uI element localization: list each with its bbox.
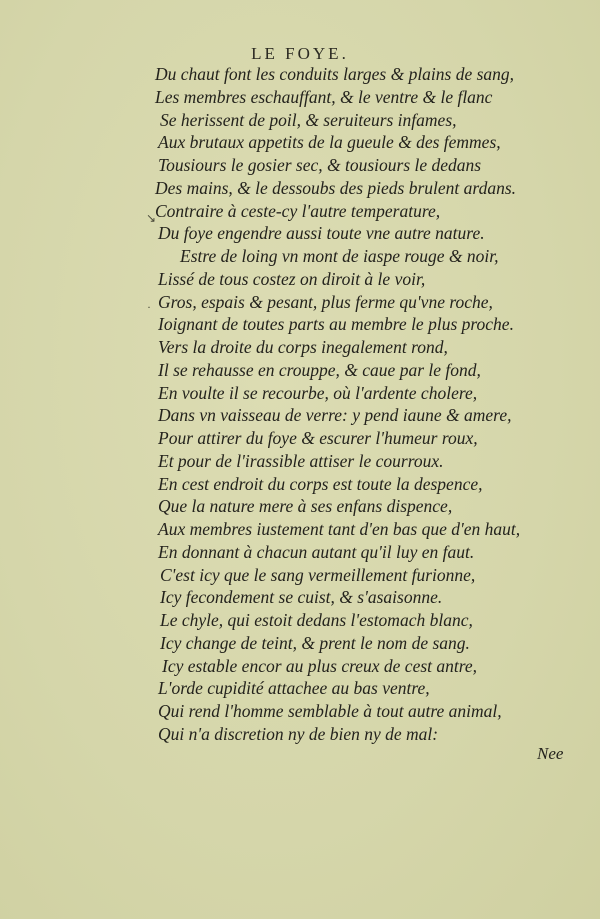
verse-line: Il se rehausse en crouppe, & caue par le fond, — [158, 359, 481, 380]
verse-line: Le chyle, qui estoit dedans l'estomach blanc, — [160, 610, 473, 630]
catchword: Nee — [537, 744, 564, 763]
verse-line: Des mains, & le dessoubs des pieds brulent ardans. — [155, 177, 517, 198]
verse-line: Dans vn vaisseau de verre: y pend iaune & amere, — [158, 405, 512, 426]
verse-line: En cest endroit du corps est toute la despence, — [158, 473, 483, 494]
verse-line: Aux brutaux appetits de la gueule & des femmes, — [158, 132, 501, 153]
verse-line: C'est icy que le sang vermeillement furionne, — [160, 564, 476, 585]
verse-line: Se herissent de poil, & seruiteurs infames, — [160, 109, 457, 130]
verse-line: Gros, espais & pesant, plus ferme qu'vne roche, — [158, 291, 493, 312]
verse-line: Estre de loing vn mont de iaspe rouge & noir, — [180, 246, 499, 266]
verse-line: Contraire à ceste-cy l'autre temperature, — [155, 200, 441, 221]
verse-line: Qui n'a discretion ny de bien ny de mal: — [158, 723, 439, 744]
verse-line: Du foye engendre aussi toute vne autre nature. — [158, 223, 485, 244]
verse-line: En voulte il se recourbe, où l'ardente cholere, — [158, 382, 478, 403]
running-head: LE FOYE. — [251, 44, 349, 63]
verse-line: Les membres eschauffant, & le ventre & le flanc — [155, 86, 493, 107]
verse-line: Icy estable encor au plus creux de cest antre, — [162, 655, 478, 676]
margin-dot: · — [147, 300, 151, 314]
verse-line: Icy change de teint, & prent le nom de sang. — [160, 632, 470, 653]
verse-line: Que la nature mere à ses enfans dispence, — [158, 496, 453, 517]
verse-line: Vers la droite du corps inegalement rond, — [158, 337, 448, 357]
verse-line: Et pour de l'irassible attiser le courroux. — [158, 450, 444, 471]
verse-line: L'orde cupidité attachee au bas ventre, — [158, 678, 430, 699]
margin-mark: ↘ — [146, 211, 157, 225]
verse-line: Qui rend l'homme semblable à tout autre animal, — [158, 701, 502, 721]
verse-line: En donnant à chacun autant qu'il luy en faut. — [158, 541, 475, 562]
verse-line: Aux membres iustement tant d'en bas que d'en haut, — [158, 519, 521, 539]
verse-line: Tousiours le gosier sec, & tousiours le dedans — [158, 155, 482, 175]
verse-line: Du chaut font les conduits larges & plains de sang, — [155, 64, 515, 84]
verse-line: Icy fecondement se cuist, & s'asaisonne. — [160, 587, 443, 608]
verse-line: Ioignant de toutes parts au membre le plus proche. — [158, 314, 514, 335]
verse-line: Lissé de tous costez on diroit à le voir, — [158, 268, 426, 289]
verse-line: Pour attirer du foye & escurer l'humeur roux, — [158, 428, 478, 448]
